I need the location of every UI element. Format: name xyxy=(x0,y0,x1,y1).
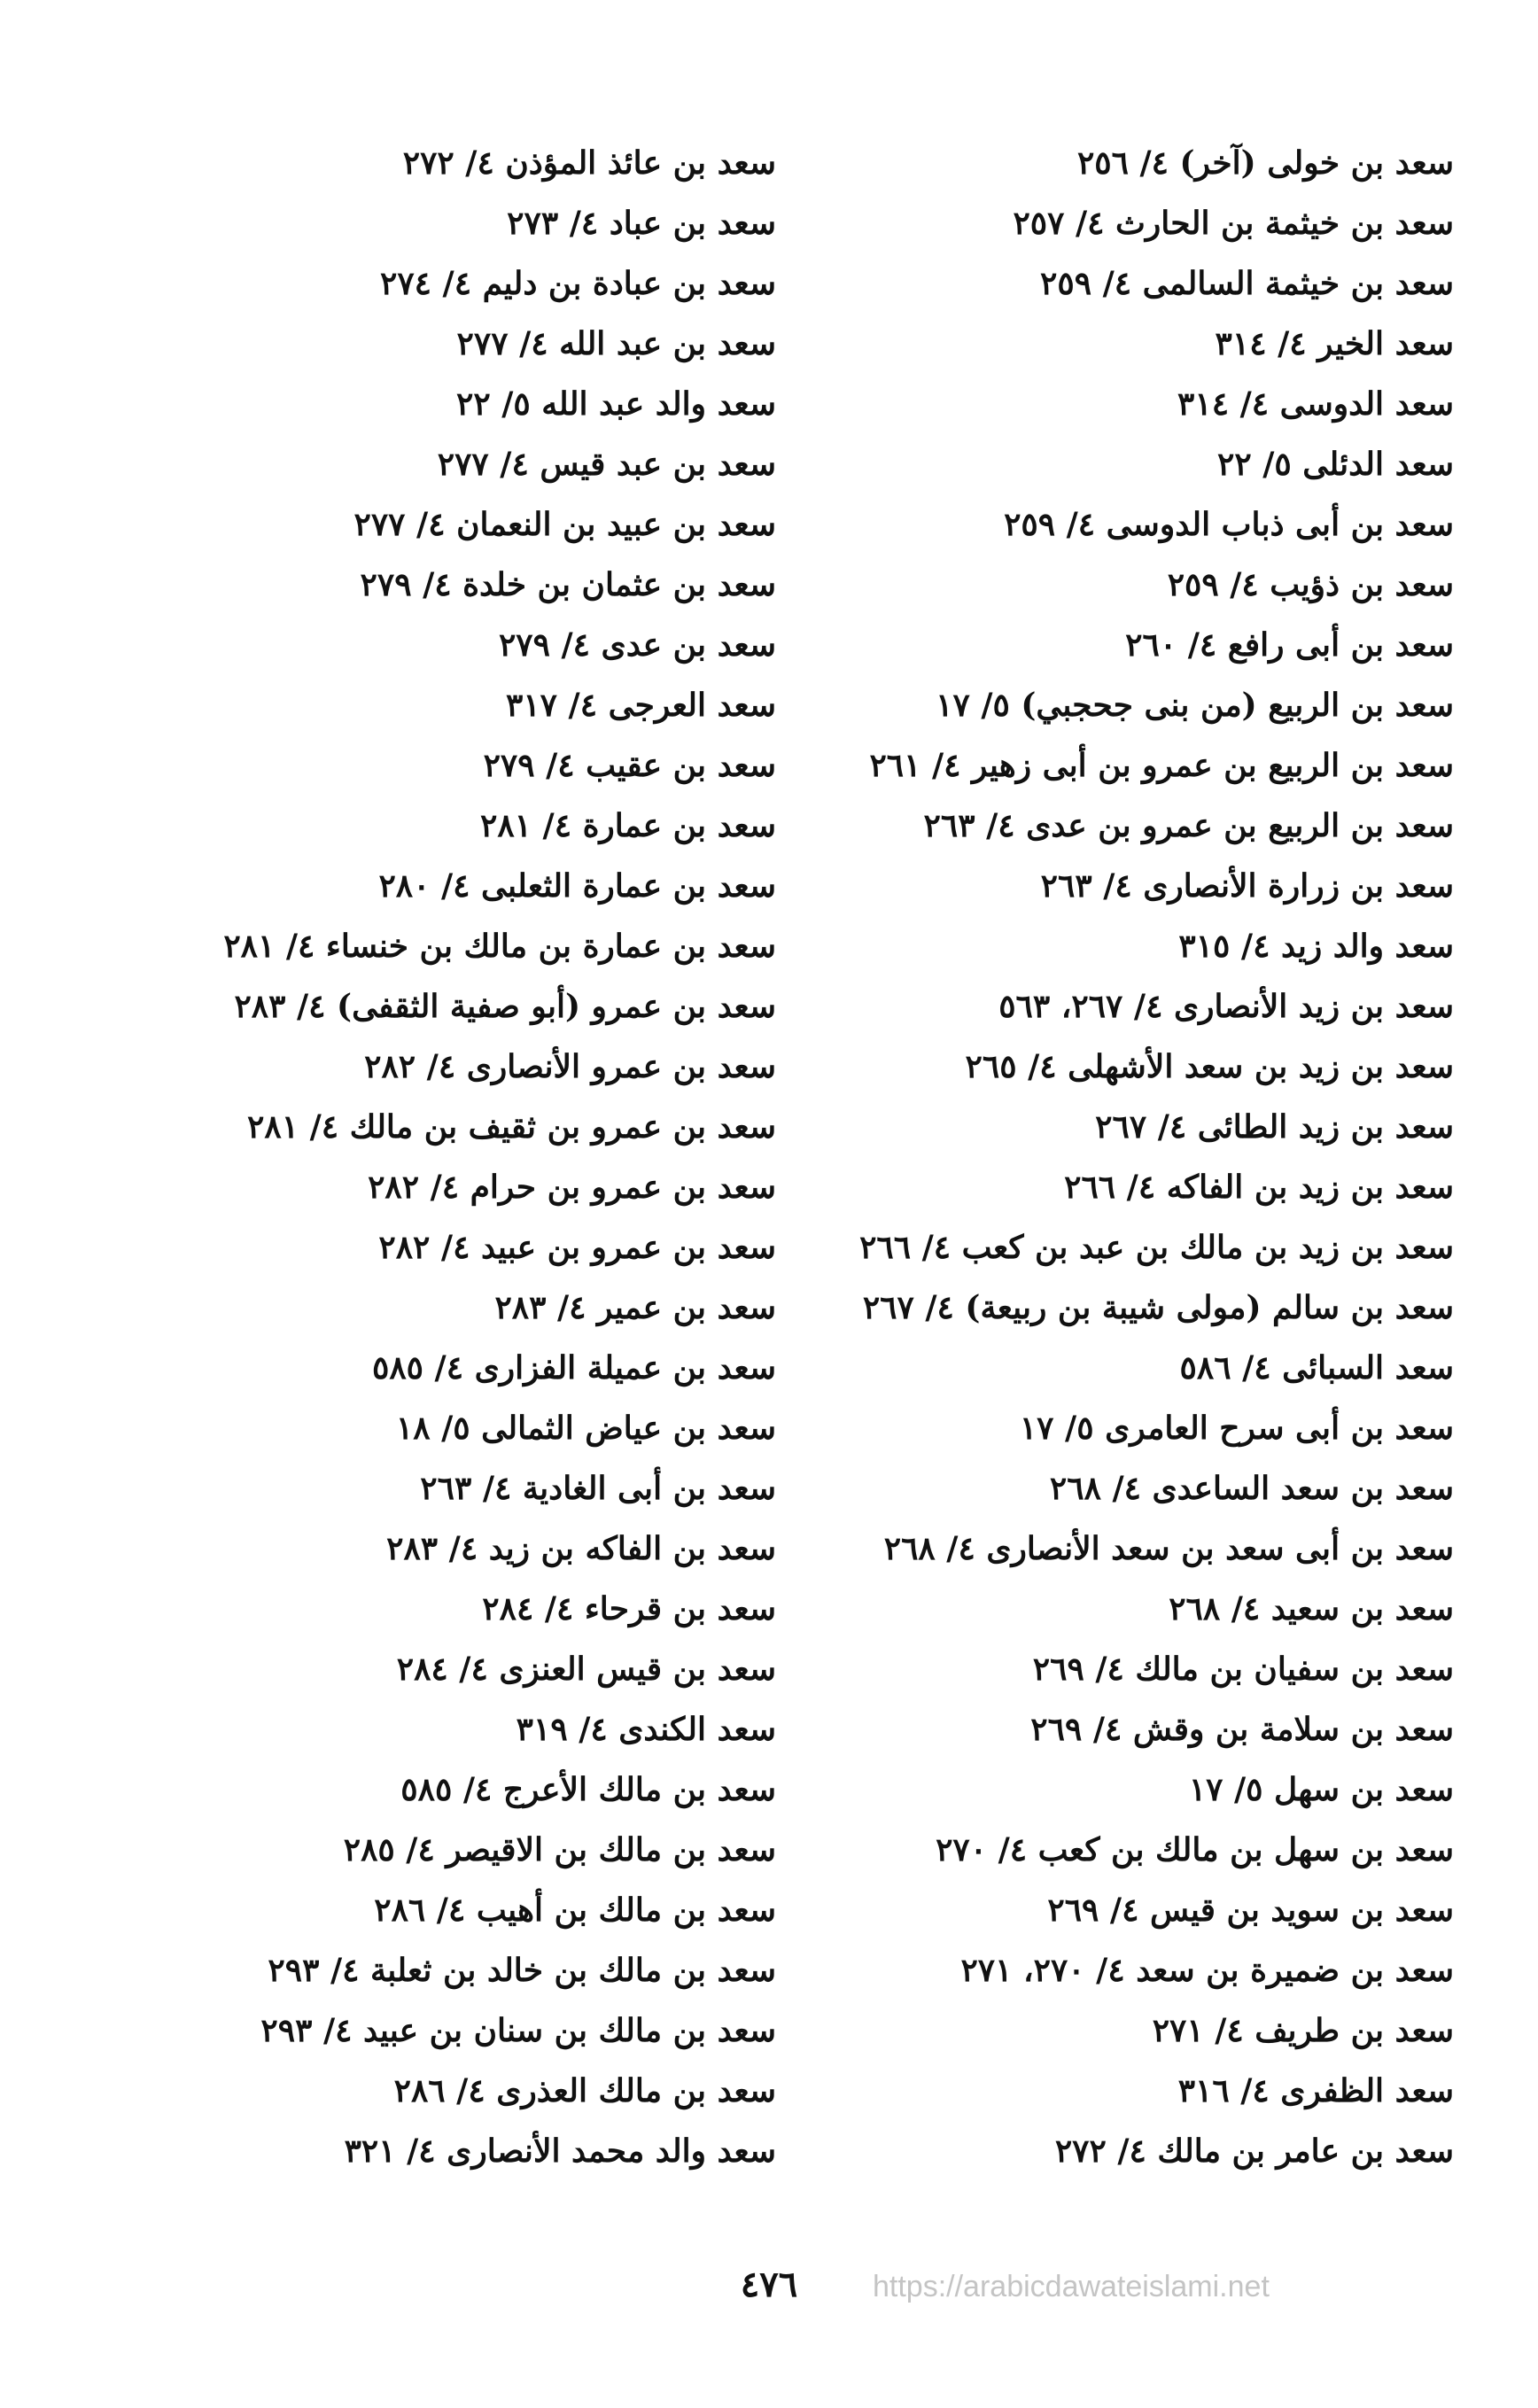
index-entry: سعد بن مالك بن خالد بن ثعلبة ٤/ ٢٩٣ xyxy=(268,1952,776,1989)
index-entry: سعد العرجى ٤/ ٣١٧ xyxy=(505,687,776,724)
index-entry: سعد بن عمرو بن ثقيف بن مالك ٤/ ٢٨١ xyxy=(247,1108,776,1146)
index-entry: سعد بن أبى سرح العامرى ٥/ ١٧ xyxy=(1019,1410,1454,1447)
index-entry: سعد بن خيثمة بن الحارث ٤/ ٢٥٧ xyxy=(1013,205,1454,242)
index-entry: سعد والد زيد ٤/ ٣١٥ xyxy=(1178,928,1454,965)
index-entry: سعد بن عائذ المؤذن ٤/ ٢٧٢ xyxy=(402,144,776,182)
index-entry: سعد بن قيس العنزى ٤/ ٢٨٤ xyxy=(396,1651,776,1688)
index-entry: سعد بن عمرو (أبو صفية الثقفى) ٤/ ٢٨٣ xyxy=(234,988,776,1025)
index-entry: سعد بن عمارة ٤/ ٢٨١ xyxy=(479,807,776,844)
index-entry: سعد بن عبادة بن دليم ٤/ ٢٧٤ xyxy=(379,265,776,302)
index-entry: سعد بن الربيع (من بنى جحجبي) ٥/ ١٧ xyxy=(936,687,1454,724)
index-entry: سعد بن مالك العذرى ٤/ ٢٨٦ xyxy=(393,2072,776,2109)
index-entry: سعد بن سهل ٥/ ١٧ xyxy=(1188,1771,1454,1808)
index-entry: سعد بن الربيع بن عمرو بن أبى زهير ٤/ ٢٦١ xyxy=(869,747,1454,784)
index-entry: سعد بن عباد ٤/ ٢٧٣ xyxy=(507,205,776,242)
index-entry: سعد بن مالك بن أهيب ٤/ ٢٨٦ xyxy=(374,1891,776,1929)
index-entry: سعد بن ضميرة بن سعد ٤/ ٢٧٠، ٢٧١ xyxy=(960,1952,1454,1989)
index-entry: سعد بن أبى ذباب الدوسى ٤/ ٢٥٩ xyxy=(1004,506,1454,543)
index-entry: سعد بن الفاكه بن زيد ٤/ ٢٨٣ xyxy=(386,1530,776,1567)
index-entry: سعد بن أبى رافع ٤/ ٢٦٠ xyxy=(1125,626,1454,664)
index-entry: سعد بن سفيان بن مالك ٤/ ٢٦٩ xyxy=(1032,1651,1454,1688)
index-entry: سعد بن عقيب ٤/ ٢٧٩ xyxy=(483,747,776,784)
index-entry: سعد والد عبد الله ٥/ ٢٢ xyxy=(456,385,776,423)
index-entry: سعد بن مالك بن سنان بن عبيد ٤/ ٢٩٣ xyxy=(260,2012,776,2049)
index-entry: سعد بن عبد قيس ٤/ ٢٧٧ xyxy=(437,446,776,483)
index-entry: سعد السبائى ٤/ ٥٨٦ xyxy=(1179,1349,1454,1387)
index-entry: سعد بن مالك بن الاقيصر ٤/ ٢٨٥ xyxy=(343,1831,776,1868)
index-entry: سعد بن زرارة الأنصارى ٤/ ٢٦٣ xyxy=(1040,867,1454,905)
index-entry: سعد بن عبد الله ٤/ ٢٧٧ xyxy=(456,325,776,362)
index-entry: سعد بن سالم (مولى شيبة بن ربيعة) ٤/ ٢٦٧ xyxy=(862,1289,1454,1326)
index-entry: سعد بن عميلة الفزارى ٤/ ٥٨٥ xyxy=(371,1349,776,1387)
index-entry: سعد بن عبيد بن النعمان ٤/ ٢٧٧ xyxy=(353,506,776,543)
index-entry: سعد الدئلى ٥/ ٢٢ xyxy=(1216,446,1454,483)
page-number: ٤٧٦ xyxy=(740,2264,798,2305)
index-entry: سعد الدوسى ٤/ ٣١٤ xyxy=(1177,385,1454,423)
index-entry: سعد بن سويد بن قيس ٤/ ٢٦٩ xyxy=(1047,1891,1454,1929)
index-entry: سعد بن زيد بن سعد الأشهلى ٤/ ٢٦٥ xyxy=(965,1048,1454,1085)
index-entry: سعد بن الربيع بن عمرو بن عدى ٤/ ٢٦٣ xyxy=(923,807,1454,844)
index-entry: سعد بن عامر بن مالك ٤/ ٢٧٢ xyxy=(1054,2132,1454,2170)
index-entry: سعد بن سعيد ٤/ ٢٦٨ xyxy=(1169,1590,1454,1627)
index-entry: سعد بن عثمان بن خلدة ٤/ ٢٧٩ xyxy=(360,566,776,603)
index-entry: سعد بن عمرو الأنصارى ٤/ ٢٨٢ xyxy=(364,1048,776,1085)
index-entry: سعد بن زيد الطائى ٤/ ٢٦٧ xyxy=(1095,1108,1454,1146)
index-entry: سعد بن عمارة بن مالك بن خنساء ٤/ ٢٨١ xyxy=(223,928,776,965)
index-entry: سعد بن زيد بن مالك بن عبد بن كعب ٤/ ٢٦٦ xyxy=(859,1229,1454,1266)
index-entry: سعد بن زيد بن الفاكه ٤/ ٢٦٦ xyxy=(1064,1169,1454,1206)
index-entry: سعد بن عدى ٤/ ٢٧٩ xyxy=(498,626,776,664)
index-entry: سعد بن عمارة الثعلبى ٤/ ٢٨٠ xyxy=(378,867,776,905)
index-entry: سعد الخير ٤/ ٣١٤ xyxy=(1215,325,1454,362)
index-entry: سعد الكندى ٤/ ٣١٩ xyxy=(516,1711,776,1748)
index-entry: سعد بن سهل بن مالك بن كعب ٤/ ٢٧٠ xyxy=(936,1831,1454,1868)
index-entry: سعد بن زيد الأنصارى ٤/ ٢٦٧، ٥٦٣ xyxy=(998,988,1454,1025)
index-entry: سعد بن أبى الغادية ٤/ ٢٦٣ xyxy=(420,1470,776,1507)
index-entry: سعد بن عمرو بن عبيد ٤/ ٢٨٢ xyxy=(378,1229,776,1266)
index-entry: سعد بن سعد الساعدى ٤/ ٢٦٨ xyxy=(1049,1470,1454,1507)
index-entry: سعد بن عمرو بن حرام ٤/ ٢٨٢ xyxy=(368,1169,776,1206)
index-entry: سعد بن ذؤيب ٤/ ٢٥٩ xyxy=(1167,566,1454,603)
index-entry: سعد بن طريف ٤/ ٢٧١ xyxy=(1152,2012,1454,2049)
index-entry: سعد بن عمير ٤/ ٢٨٣ xyxy=(494,1289,776,1326)
index-entry: سعد بن قرحاء ٤/ ٢٨٤ xyxy=(482,1590,776,1627)
index-entry: سعد الظفرى ٤/ ٣١٦ xyxy=(1177,2072,1454,2109)
index-column-left xyxy=(85,133,776,2181)
watermark-url: https://arabicdawateislami.net xyxy=(873,2270,1270,2303)
index-entry: سعد بن خيثمة السالمى ٤/ ٢٥٩ xyxy=(1040,265,1454,302)
index-entry: سعد بن سلامة بن وقش ٤/ ٢٦٩ xyxy=(1030,1711,1454,1748)
index-entry: سعد والد محمد الأنصارى ٤/ ٣٢١ xyxy=(344,2132,776,2170)
index-column-right xyxy=(763,133,1454,2181)
index-entry: سعد بن عياض الثمالى ٥/ ١٨ xyxy=(395,1410,776,1447)
index-entry: سعد بن مالك الأعرج ٤/ ٥٨٥ xyxy=(400,1771,776,1808)
index-entry: سعد بن أبى سعد بن سعد الأنصارى ٤/ ٢٦٨ xyxy=(883,1530,1454,1567)
index-entry: سعد بن خولى (آخر) ٤/ ٢٥٦ xyxy=(1076,144,1454,182)
